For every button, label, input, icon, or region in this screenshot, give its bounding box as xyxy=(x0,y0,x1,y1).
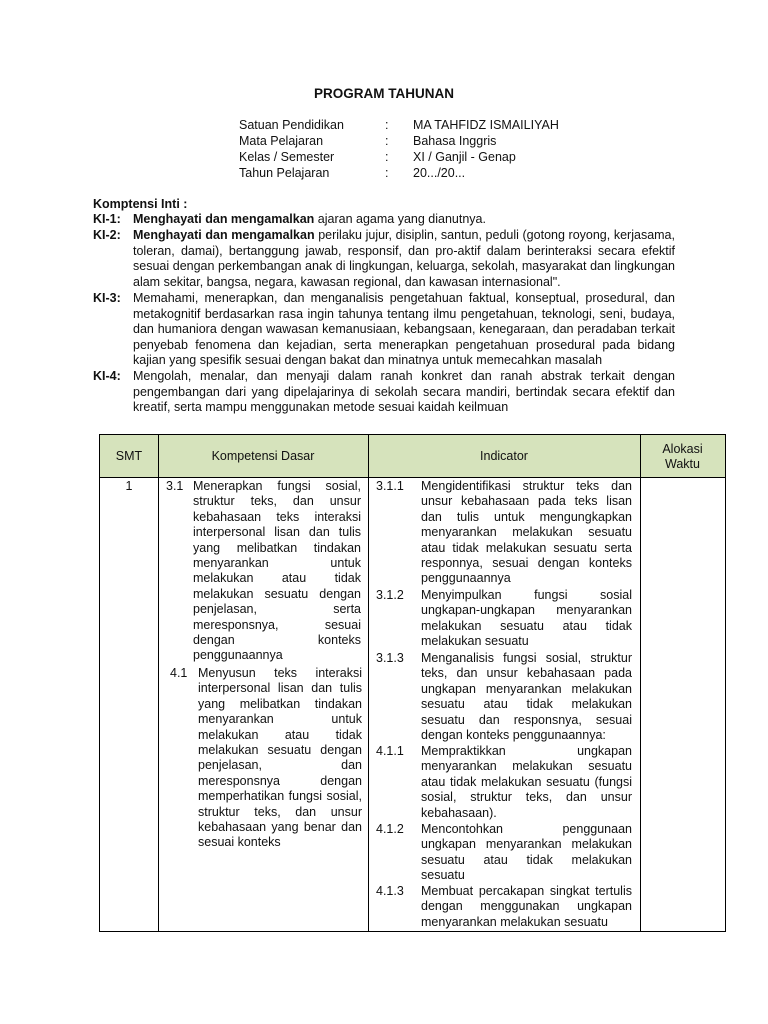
header-smt: SMT xyxy=(115,449,143,463)
meta-label: Mata Pelajaran xyxy=(239,134,324,148)
ki-body xyxy=(133,228,675,290)
meta-label: Tahun Pelajaran xyxy=(239,166,330,180)
ki-text: perilaku jujur, disiplin, santun, peduli (gotong royong, kerjasama, toleran, damai), bertanggung jawab, responsif, dan pro-aktif dalam berinteraksi secara efektif sesuai dengan perkembangan anak di lingkungan, keluarga, sekolah, masyarakat dan lingkungan alam sekitar, bangsa, negara, kawasan regional, dan kawasan internasional". xyxy=(133,228,675,289)
meta-label: Satuan Pendidikan xyxy=(239,118,344,132)
meta-value: MA TAHFIDZ ISMAILIYAH xyxy=(413,118,559,132)
kd-text: Menerapkan fungsi sosial, struktur teks, dan unsur kebahasaan teks interaksi interpersonal lisan dan tulis yang melibatkan tindakan menyarankan untuk melakukan atau tidak melakukan sesuatu dengan penjelasan, serta meresponsnya, sesuai dengan konteks penggunaannya xyxy=(193,479,361,663)
indicator-text: Mencontohkan penggunaan ungkapan menyarankan melakukan sesuatu atau tidak melakukan sesuatu xyxy=(421,822,632,883)
header-indicator: Indicator xyxy=(480,449,528,463)
meta-value: Bahasa Inggris xyxy=(413,134,497,148)
indicator-number: 4.1.3 xyxy=(376,884,404,898)
meta-value: 20.../20... xyxy=(413,166,466,180)
ki-code: KI-1: xyxy=(93,212,121,226)
indicator-number: 3.1.3 xyxy=(376,651,404,665)
kd-text: Menyusun teks interaksi interpersonal lisan dan tulis yang melibatkan tindakan menyarankan untuk melakukan atau tidak melakukan sesuatu dengan penjelasan, dan meresponsnya dengan memperhatikan fungsi sosial, struktur teks, dan unsur kebahasaan yang benar dan sesuai konteks xyxy=(198,666,362,850)
table-border-left xyxy=(99,434,100,932)
ki-4 xyxy=(93,369,675,416)
ki-code: KI-2: xyxy=(93,228,121,242)
meta-colon: : xyxy=(385,166,389,180)
ki-heading: Komptensi Inti : xyxy=(93,197,188,211)
meta-label: Kelas / Semester xyxy=(239,150,335,164)
ki-text: ajaran agama yang dianutnya. xyxy=(314,212,486,226)
ki-1 xyxy=(93,212,675,228)
table-header-divider xyxy=(99,477,726,478)
ki-2 xyxy=(93,228,675,290)
meta-colon: : xyxy=(385,118,389,132)
indicator-text: Mempraktikkan ungkapan menyarankan melakukan sesuatu atau tidak melakukan sesuatu (fungsi sosial, struktur teks, dan unsur kebahasaan). xyxy=(421,744,632,820)
table-border-right xyxy=(725,434,726,932)
table-border-bottom xyxy=(99,931,726,932)
table-col-divider xyxy=(158,434,159,932)
ki-code: KI-3: xyxy=(93,291,121,305)
indicator-text: Menyimpulkan fungsi sosial ungkapan-ungkapan menyarankan melakukan sesuatu atau tidak melakukan sesuatu xyxy=(421,588,632,649)
indicator-number: 4.1.2 xyxy=(376,822,404,836)
smt-value: 1 xyxy=(125,479,133,493)
kd-number: 3.1 xyxy=(166,479,184,493)
meta-value: XI / Ganjil - Genap xyxy=(413,150,516,164)
ki-3 xyxy=(93,291,675,369)
table-border-top xyxy=(99,434,726,435)
table-col-divider xyxy=(640,434,641,932)
indicator-text: Menganalisis fungsi sosial, struktur teks, dan unsur kebahasaan pada ungkapan menyarankan melakukan sesuatu atau tidak melakukan sesuatu dan responsnya, sesuai dengan konteks penggunaannya: xyxy=(421,651,632,743)
ki-body xyxy=(133,291,675,369)
indicator-number: 4.1.1 xyxy=(376,744,404,758)
kd-number: 4.1 xyxy=(170,666,188,680)
meta-colon: : xyxy=(385,150,389,164)
ki-text: Mengolah, menalar, dan menyaji dalam ranah konkret dan ranah abstrak terkait dengan pengembangan dari yang dipelajarinya di sekolah secara mandiri, bertindak secara efektif dan kreatif, serta mampu menggunakan metode sesuai kaidah keilmuan xyxy=(133,369,675,415)
header-alokasi-waktu: Alokasi Waktu xyxy=(662,441,703,471)
header-kompetensi-dasar: Kompetensi Dasar xyxy=(211,449,315,463)
table-col-divider xyxy=(368,434,369,932)
ki-bold: Menghayati dan mengamalkan xyxy=(133,228,315,242)
meta-colon: : xyxy=(385,134,389,148)
indicator-text: Mengidentifikasi struktur teks dan unsur kebahasaan pada teks lisan dan tulis untuk mengungkapkan menyarankan melakukan sesuatu atau tidak melakukan sesuatu serta responnya, sesuai dengan konteks penggunaannya xyxy=(421,479,632,586)
indicator-text: Membuat percakapan singkat tertulis dengan menggunakan ungkapan menyarankan melakukan sesuatu xyxy=(421,884,632,929)
indicator-number: 3.1.1 xyxy=(376,479,404,493)
ki-bold: Menghayati dan mengamalkan xyxy=(133,212,315,226)
page-title: PROGRAM TAHUNAN xyxy=(314,86,454,101)
indicator-number: 3.1.2 xyxy=(376,588,404,602)
ki-text: Memahami, menerapkan, dan menganalisis pengetahuan faktual, konseptual, prosedural, dan metakognitif berdasarkan rasa ingin tahunya tentang ilmu pengetahuan, teknologi, seni, budaya, dan humaniora dengan wawasan kemanusiaan, kebangsaan, kenegaraan, dan peradaban terkait penyebab fenomena dan kejadian, serta menerapkan pengetahuan prosedural pada bidang kajian yang spesifik sesuai dengan bakat dan minatnya untuk memecahkan masalah xyxy=(133,291,675,368)
ki-body xyxy=(133,212,675,228)
ki-body xyxy=(133,369,675,416)
ki-code: KI-4: xyxy=(93,369,121,383)
